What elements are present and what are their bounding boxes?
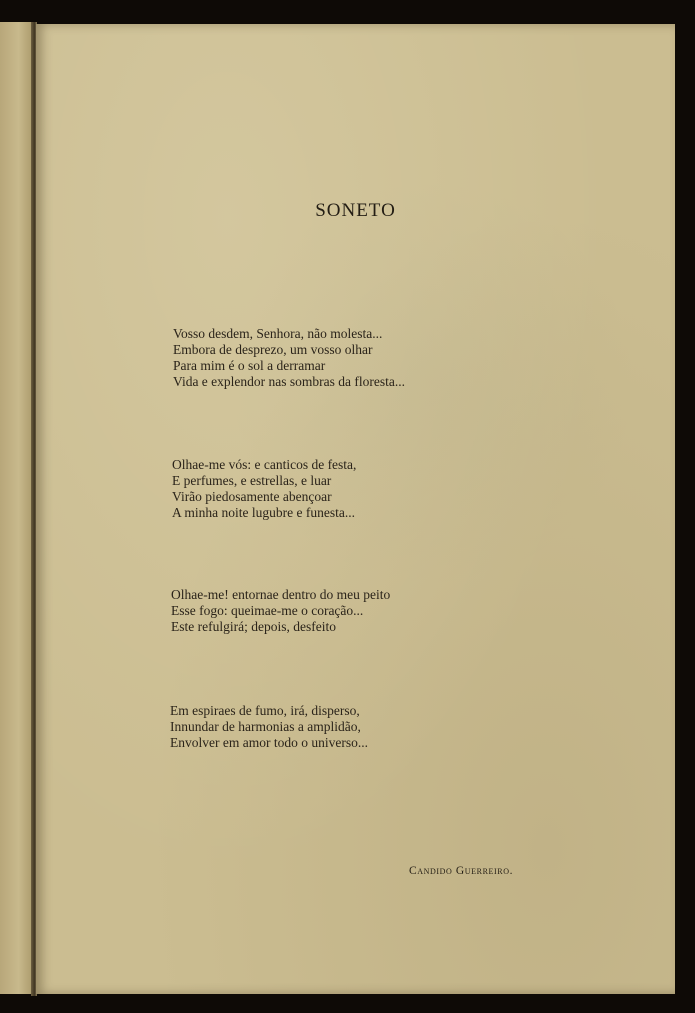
verse-line: Innundar de harmonias a amplidão, xyxy=(170,719,361,734)
verse-line: Vosso desdem, Senhora, não molesta... xyxy=(173,326,383,341)
stanza-1 xyxy=(173,326,405,390)
book-page xyxy=(36,24,675,994)
verse-line: Em espiraes de fumo, irá, disperso, xyxy=(170,703,360,718)
verse-line: Olhae-me! entornae dentro do meu peito xyxy=(171,587,391,602)
facing-page-edge xyxy=(0,22,34,994)
stanza-2 xyxy=(172,457,356,521)
poem-title: SONETO xyxy=(315,200,396,221)
stanza-3 xyxy=(171,587,390,635)
verse-line: Vida e explendor nas sombras da floresta... xyxy=(173,374,405,389)
verse-line: Olhae-me vós: e canticos de festa, xyxy=(172,457,357,472)
verse-line: E perfumes, e estrellas, e luar xyxy=(172,473,332,488)
verse-line: Envolver em amor todo o universo... xyxy=(170,735,368,750)
stanza-4 xyxy=(170,703,368,751)
verse-line: Para mim é o sol a derramar xyxy=(173,358,326,373)
verse-line: Este refulgirá; depois, desfeito xyxy=(171,619,336,634)
author-signature: Candido Guerreiro. xyxy=(409,865,514,877)
verse-line: A minha noite lugubre e funesta... xyxy=(172,505,355,520)
verse-line: Esse fogo: queimae-me o coração... xyxy=(171,603,364,618)
verse-line: Virão piedosamente abençoar xyxy=(172,489,332,504)
verse-line: Embora de desprezo, um vosso olhar xyxy=(173,342,373,357)
